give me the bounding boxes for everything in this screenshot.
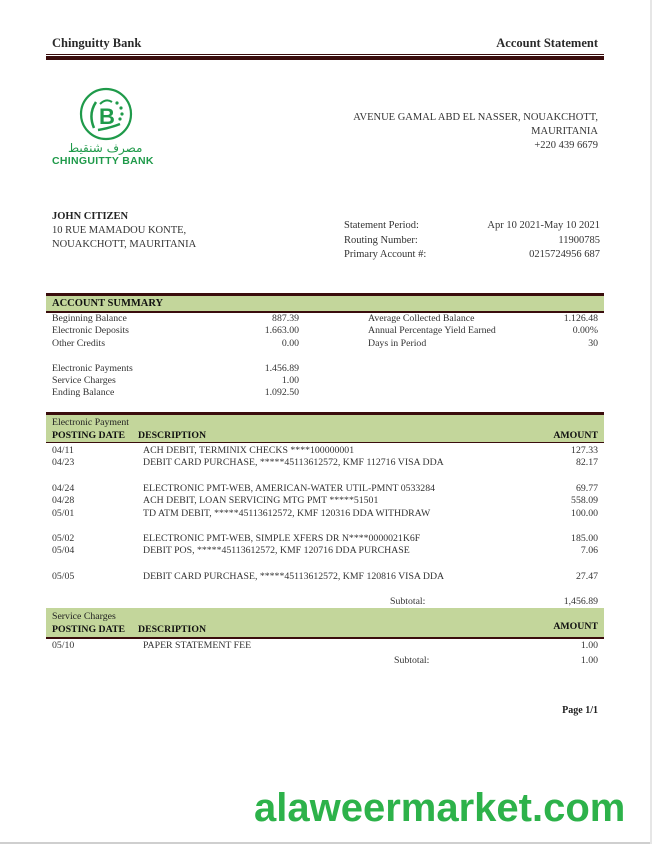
header-divider-thin [46,54,604,55]
bank-address-line1: AVENUE GAMAL ABD EL NASSER, NOUAKCHOTT, [353,112,598,123]
electronic-payment-subtotal-value: 1,456.89 [563,596,598,607]
description: ELECTRONIC PMT-WEB, SIMPLE XFERS DR N****0000021K6F [143,533,421,544]
posting-date: 04/23 [52,457,75,468]
description: DEBIT POS, *****45113612572, KMF 120716 DDA PURCHASE [143,545,410,556]
account-summary-title: ACCOUNT SUMMARY [52,298,164,309]
summary-value: 0.00% [572,325,598,337]
posting-date: 05/01 [52,508,75,519]
header-divider-thick [46,56,604,60]
statement-period-row [344,219,600,234]
posting-date: 05/04 [52,545,75,556]
amount: 558.09 [571,495,598,506]
customer-address-line2: NOUAKCHOTT, MAURITANIA [52,239,197,250]
document-title: Account Statement [496,36,598,50]
summary-value: 1.456.89 [264,362,299,374]
bank-address-line2: MAURITANIA [531,126,598,137]
electronic-payment-caption [52,417,129,428]
posting-date: 04/11 [52,445,74,456]
service-charges-caption [52,611,116,622]
primary-account-row [344,248,600,263]
summary-value: 0.00 [281,337,299,349]
watermark-text: alaweermarket.com [254,786,626,830]
column-header: DESCRIPTION [138,624,207,635]
table-row [0,445,652,457]
section-caption: Electronic Payment [52,417,129,428]
summary-label: Days in Period [368,337,427,349]
description: ACH DEBIT, TERMINIX CHECKS ****100000001 [143,445,355,456]
col-amount [553,430,598,441]
posting-date: 04/24 [52,483,75,494]
description: PAPER STATEMENT FEE [143,640,252,651]
description: TD ATM DEBIT, *****45113612572, KMF 120316 DDA WITHDRAW [143,508,431,519]
customer-address-line1: 10 RUE MAMADOU KONTE, [52,225,187,236]
svg-text:B: B [99,104,115,129]
column-header: DESCRIPTION [138,430,207,441]
posting-date: 05/10 [52,640,75,651]
summary-row-avg-collected-balance [368,313,598,325]
routing-number-label: Routing Number: [344,234,418,246]
description: DEBIT CARD PURCHASE, *****45113612572, KMF 120816 VISA DDA [143,571,445,582]
section-caption: Service Charges [52,611,116,622]
table-row [0,495,652,507]
description: ACH DEBIT, LOAN SERVICING MTG PMT *****51501 [143,495,379,506]
posting-date: 05/05 [52,571,75,582]
summary-label: Other Credits [52,337,106,349]
col-posting-date [52,624,125,635]
amount: 185.00 [571,533,598,544]
statement-period-value: Apr 10 2021-May 10 2021 [487,220,600,231]
column-header: AMOUNT [553,621,598,632]
service-charges-header-rule [46,637,604,639]
bank-address [353,111,598,153]
summary-value: 1.126.48 [563,313,598,324]
amount: 127.33 [571,445,598,456]
summary-row-other-credits [52,338,299,350]
posting-date: 04/28 [52,495,75,506]
primary-account-value: 0215724956 687 [529,249,600,260]
table-row [0,508,652,520]
summary-value: 887.39 [272,313,299,324]
summary-row-beginning-balance [52,313,299,325]
bank-logo-icon [78,86,134,142]
summary-row-electronic-payments [52,363,299,375]
service-charges-subtotal-value: 1.00 [580,655,598,666]
customer-name: JOHN CITIZEN [52,211,129,222]
column-header: POSTING DATE [52,624,126,635]
summary-row-days-in-period [368,338,598,350]
amount: 1.00 [580,640,598,651]
service-charges-header-band [46,608,604,637]
primary-account-label: Primary Account #: [344,249,427,260]
amount: 69.77 [575,483,598,494]
service-charges-subtotal-label: Subtotal: [394,655,430,666]
description: ELECTRONIC PMT-WEB, AMERICAN-WATER UTIL-PMNT 0533284 [143,483,435,494]
summary-value: 1.00 [281,375,299,387]
summary-label: Annual Percentage Yield Earned [368,325,496,337]
logo-arabic-name: مصرف شنقيط [68,141,143,155]
summary-label: Average Collected Balance [368,313,475,324]
col-description [138,430,206,441]
column-header: POSTING DATE [52,430,126,441]
summary-label: Service Charges [52,375,116,387]
logo-english-name: CHINGUITTY BANK [52,155,154,167]
table-row [0,640,652,652]
col-description [138,624,206,635]
page-number: Page 1/1 [562,705,598,716]
summary-row-ending-balance [52,387,299,399]
summary-label: Ending Balance [52,387,115,399]
table-row [0,483,652,495]
statement-period-label: Statement Period: [344,220,419,231]
summary-value: 30 [588,337,598,349]
electronic-payment-subtotal-label: Subtotal: [390,596,426,607]
routing-number-row [344,234,600,249]
routing-number-value: 11900785 [558,234,600,246]
description: DEBIT CARD PURCHASE, *****45113612572, KMF 112716 VISA DDA [143,457,444,468]
statement-info [344,219,600,263]
col-posting-date [52,430,125,441]
summary-left-group [52,313,299,400]
electronic-payment-header-rule [46,442,604,443]
table-row [0,571,652,583]
electronic-payment-header-band [46,415,604,442]
posting-date: 05/02 [52,533,75,544]
column-header: AMOUNT [553,430,598,441]
summary-label: Electronic Deposits [52,325,129,337]
table-row [0,533,652,545]
customer-block [52,210,196,252]
table-row [0,457,652,469]
amount: 27.47 [575,571,598,582]
summary-row-electronic-deposits [52,325,299,337]
summary-value: 1.663.00 [264,325,299,337]
bank-phone: +220 439 6679 [534,140,598,151]
col-amount [553,621,598,632]
bank-name-header: Chinguitty Bank [52,36,142,50]
summary-value: 1.092.50 [264,387,299,399]
amount: 7.06 [580,545,598,556]
table-row [0,545,652,557]
summary-right-group [368,313,598,350]
summary-label: Beginning Balance [52,313,127,324]
summary-label: Electronic Payments [52,362,133,374]
amount: 100.00 [571,508,598,519]
summary-row-service-charges [52,375,299,387]
amount: 82.17 [575,457,598,468]
summary-row-apy-earned [368,325,598,337]
